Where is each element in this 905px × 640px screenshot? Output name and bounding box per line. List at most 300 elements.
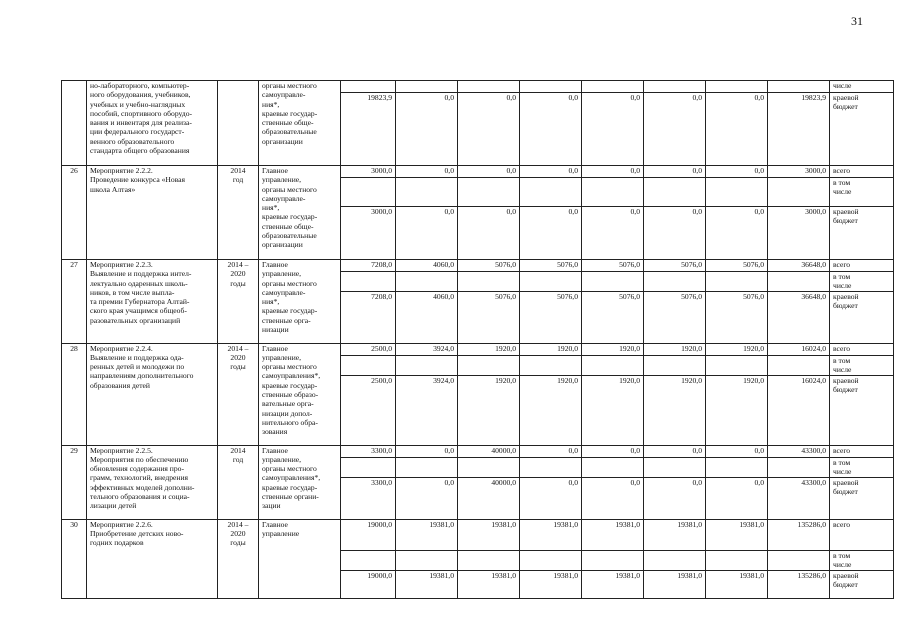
amount-cell-text: 7208,0	[371, 260, 392, 269]
measure-name-cell-text: Мероприятие 2.2.5. Мероприятия по обеспечению обновления содержания про- грамм, технологий, внедрения эффективных моделей дополни- тельного образования и социа- лизации детей	[90, 445, 195, 511]
amount-cell	[458, 570, 520, 598]
measure-name-cell	[87, 81, 218, 166]
amount-cell	[768, 550, 830, 570]
amount-cell	[706, 375, 768, 445]
amount-cell-text: 5076,0	[743, 260, 764, 269]
amount-cell	[341, 81, 396, 93]
amount-cell	[706, 355, 768, 375]
amount-cell	[582, 207, 644, 260]
funding-source-cell	[830, 207, 894, 260]
measure-name-cell-text: Мероприятие 2.2.4. Выявление и поддержка ода- ренных детей и молодежи по направлениям дополнительного образования детей	[90, 343, 194, 390]
years-cell-text: 2014 год	[230, 166, 246, 185]
amount-cell	[706, 291, 768, 343]
amount-cell	[458, 260, 520, 272]
amount-cell-text: 7208,0	[371, 291, 392, 301]
amount-cell	[582, 178, 644, 207]
amount-cell	[644, 93, 706, 166]
executor-cell	[259, 343, 341, 445]
row-number-cell-text: 28	[70, 343, 78, 353]
amount-cell	[520, 375, 582, 445]
amount-cell-text: 19381,0	[739, 570, 764, 580]
amount-cell	[706, 207, 768, 260]
amount-cell-text: 19381,0	[491, 570, 516, 580]
table-row	[62, 166, 894, 178]
amount-cell-text: 1920,0	[495, 375, 516, 385]
amount-cell-text: 4060,0	[433, 260, 454, 269]
amount-cell	[706, 260, 768, 272]
amount-cell	[706, 166, 768, 178]
amount-cell	[644, 343, 706, 355]
amount-cell	[520, 477, 582, 519]
amount-cell-text: 0,0	[754, 445, 764, 455]
amount-cell	[706, 457, 768, 477]
amount-cell	[396, 445, 458, 457]
amount-cell	[582, 166, 644, 178]
amount-cell-text: 1920,0	[495, 343, 516, 353]
funding-source-cell	[830, 178, 894, 207]
years-cell-text: 2014 – 2020 годы	[227, 519, 249, 548]
amount-cell-text: 0,0	[630, 93, 640, 102]
amount-cell-text: 36648,0	[801, 260, 826, 269]
amount-cell	[644, 457, 706, 477]
executor-cell-text: Главное управление, органы местного самоуправле- ния*, краевые государ- ственные орга- низации	[262, 260, 318, 335]
funding-source-cell-text: краевой бюджет	[833, 477, 859, 496]
amount-cell	[520, 355, 582, 375]
amount-cell-text: 0,0	[754, 207, 764, 216]
amount-cell	[644, 178, 706, 207]
amount-cell-text: 0,0	[568, 207, 578, 216]
amount-cell-text: 135286,0	[797, 519, 826, 529]
table-row	[62, 343, 894, 355]
amount-cell-text: 0,0	[692, 207, 702, 216]
amount-cell	[768, 355, 830, 375]
measure-name-cell	[87, 166, 218, 260]
executor-cell-text: Главное управление	[262, 519, 300, 538]
amount-cell	[520, 207, 582, 260]
amount-cell	[396, 550, 458, 570]
funding-source-cell-text: в том числе	[833, 457, 852, 476]
amount-cell	[458, 207, 520, 260]
funding-source-cell-text: всего	[833, 343, 851, 353]
amount-cell-text: 0,0	[444, 166, 454, 175]
amount-cell	[396, 291, 458, 343]
amount-cell	[396, 343, 458, 355]
amount-cell-text: 1920,0	[557, 343, 578, 353]
row-number-cell-text: 26	[70, 166, 78, 175]
amount-cell-text: 43300,0	[801, 477, 826, 487]
measure-name-cell	[87, 343, 218, 445]
funding-source-cell	[830, 445, 894, 457]
amount-cell	[458, 81, 520, 93]
amount-cell-text: 40000,0	[491, 477, 516, 487]
amount-cell	[520, 272, 582, 292]
funding-source-cell-text: краевой бюджет	[833, 207, 859, 226]
amount-cell	[520, 343, 582, 355]
years-cell	[218, 445, 259, 519]
amount-cell-text: 135286,0	[797, 570, 826, 580]
amount-cell	[582, 519, 644, 550]
page-number: 31	[851, 14, 863, 28]
amount-cell	[520, 519, 582, 550]
amount-cell	[520, 81, 582, 93]
amount-cell-text: 1920,0	[681, 343, 702, 353]
amount-cell-text: 3000,0	[371, 207, 392, 216]
amount-cell	[520, 550, 582, 570]
funding-source-cell	[830, 355, 894, 375]
amount-cell-text: 3000,0	[805, 166, 826, 175]
amount-cell	[341, 93, 396, 166]
amount-cell	[458, 178, 520, 207]
amount-cell	[582, 93, 644, 166]
amount-cell-text: 19381,0	[677, 570, 702, 580]
amount-cell-text: 3300,0	[371, 477, 392, 487]
amount-cell-text: 0,0	[630, 477, 640, 487]
amount-cell	[582, 260, 644, 272]
amount-cell	[458, 550, 520, 570]
amount-cell-text: 3924,0	[433, 375, 454, 385]
amount-cell-text: 5076,0	[495, 291, 516, 301]
row-number-cell	[62, 519, 87, 598]
funding-source-cell-text: всего	[833, 445, 851, 455]
funding-source-cell-text: в том числе	[833, 272, 852, 291]
amount-cell	[644, 272, 706, 292]
amount-cell	[768, 291, 830, 343]
amount-cell	[458, 272, 520, 292]
amount-cell-text: 0,0	[630, 166, 640, 175]
amount-cell	[341, 519, 396, 550]
amount-cell-text: 0,0	[568, 93, 578, 102]
funding-source-cell-text: всего	[833, 166, 851, 175]
amount-cell	[396, 477, 458, 519]
years-cell	[218, 81, 259, 166]
amount-cell	[768, 375, 830, 445]
amount-cell-text: 4060,0	[433, 291, 454, 301]
amount-cell	[582, 457, 644, 477]
amount-cell-text: 5076,0	[619, 260, 640, 269]
amount-cell	[768, 343, 830, 355]
funding-source-cell	[830, 272, 894, 292]
amount-cell	[706, 445, 768, 457]
row-number-cell	[62, 81, 87, 166]
amount-cell	[706, 570, 768, 598]
executor-cell-text: Главное управление, органы местного самоуправления*, краевые государ- ственные образо- вательные орга- низации допол- нительного обра- зования	[262, 343, 321, 437]
amount-cell-text: 1920,0	[557, 375, 578, 385]
amount-cell-text: 0,0	[692, 166, 702, 175]
amount-cell	[396, 178, 458, 207]
amount-cell-text: 0,0	[506, 93, 516, 102]
amount-cell-text: 16024,0	[801, 343, 826, 353]
amount-cell	[768, 93, 830, 166]
amount-cell	[520, 178, 582, 207]
amount-cell-text: 40000,0	[491, 445, 516, 455]
years-cell-text: 2014 – 2020 годы	[227, 343, 249, 372]
amount-cell	[644, 445, 706, 457]
amount-cell-text: 36648,0	[801, 291, 826, 301]
amount-cell-text: 0,0	[506, 166, 516, 175]
amount-cell-text: 1920,0	[743, 343, 764, 353]
amount-cell-text: 0,0	[754, 93, 764, 102]
executor-cell	[259, 445, 341, 519]
amount-cell	[644, 477, 706, 519]
amount-cell	[582, 343, 644, 355]
amount-cell-text: 5076,0	[495, 260, 516, 269]
amount-cell	[341, 457, 396, 477]
years-cell-text: 2014 – 2020 годы	[227, 260, 249, 288]
table-row	[62, 519, 894, 550]
amount-cell-text: 19381,0	[677, 519, 702, 529]
amount-cell	[341, 178, 396, 207]
amount-cell-text: 2500,0	[371, 343, 392, 353]
executor-cell-text: органы местного самоуправле- ния*, краевые государ- ственные обще- образовательные организации	[262, 81, 318, 146]
amount-cell-text: 0,0	[630, 207, 640, 216]
amount-cell	[341, 343, 396, 355]
funding-source-cell-text: краевой бюджет	[833, 570, 859, 589]
amount-cell-text: 3300,0	[371, 445, 392, 455]
row-number-cell	[62, 260, 87, 344]
amount-cell-text: 1920,0	[681, 375, 702, 385]
amount-cell	[520, 291, 582, 343]
amount-cell-text: 3000,0	[805, 207, 826, 216]
amount-cell	[768, 457, 830, 477]
amount-cell	[768, 477, 830, 519]
amount-cell	[768, 519, 830, 550]
amount-cell	[458, 291, 520, 343]
amount-cell-text: 0,0	[444, 477, 454, 487]
table-row	[62, 81, 894, 93]
amount-cell	[396, 570, 458, 598]
row-number-cell-text: 30	[70, 519, 78, 529]
amount-cell-text: 19381,0	[553, 519, 578, 529]
amount-cell-text: 19000,0	[367, 570, 392, 580]
amount-cell	[341, 291, 396, 343]
amount-cell-text: 19381,0	[615, 570, 640, 580]
years-cell	[218, 166, 259, 260]
amount-cell	[582, 570, 644, 598]
funding-source-cell	[830, 166, 894, 178]
amount-cell	[520, 93, 582, 166]
amount-cell	[644, 291, 706, 343]
amount-cell	[768, 81, 830, 93]
amount-cell	[458, 166, 520, 178]
amount-cell	[341, 550, 396, 570]
amount-cell-text: 0,0	[444, 93, 454, 102]
amount-cell-text: 0,0	[692, 93, 702, 102]
amount-cell-text: 19381,0	[615, 519, 640, 529]
amount-cell-text: 0,0	[692, 477, 702, 487]
amount-cell	[520, 457, 582, 477]
executor-cell-text: Главное управление, органы местного самоуправления*, краевые государ- ственные органи- зации	[262, 445, 321, 511]
executor-cell	[259, 81, 341, 166]
amount-cell	[458, 457, 520, 477]
amount-cell	[396, 519, 458, 550]
amount-cell	[458, 375, 520, 445]
amount-cell	[644, 570, 706, 598]
amount-cell	[582, 81, 644, 93]
amount-cell-text: 1920,0	[743, 375, 764, 385]
amount-cell	[396, 457, 458, 477]
funding-source-cell	[830, 93, 894, 166]
amount-cell	[582, 477, 644, 519]
amount-cell-text: 0,0	[506, 207, 516, 216]
amount-cell	[520, 570, 582, 598]
amount-cell	[706, 81, 768, 93]
amount-cell-text: 1920,0	[619, 375, 640, 385]
amount-cell	[582, 291, 644, 343]
measure-name-cell-text: Мероприятие 2.2.6. Приобретение детских ново- годних подарков	[90, 519, 184, 548]
amount-cell	[706, 178, 768, 207]
amount-cell	[706, 343, 768, 355]
amount-cell-text: 0,0	[444, 445, 454, 455]
amount-cell	[341, 207, 396, 260]
executor-cell	[259, 260, 341, 344]
amount-cell	[520, 445, 582, 457]
amount-cell	[768, 260, 830, 272]
funding-source-cell-text: краевой бюджет	[833, 291, 859, 310]
funding-source-cell	[830, 457, 894, 477]
years-cell	[218, 343, 259, 445]
amount-cell	[458, 343, 520, 355]
amount-cell	[706, 550, 768, 570]
amount-cell-text: 19823,9	[801, 93, 826, 102]
amount-cell-text: 0,0	[754, 166, 764, 175]
years-cell	[218, 260, 259, 344]
amount-cell-text: 19000,0	[367, 519, 392, 529]
amount-cell-text: 0,0	[754, 477, 764, 487]
funding-source-cell	[830, 550, 894, 570]
amount-cell	[644, 355, 706, 375]
amount-cell-text: 5076,0	[743, 291, 764, 301]
amount-cell	[706, 519, 768, 550]
amount-cell	[644, 375, 706, 445]
amount-cell-text: 3000,0	[371, 166, 392, 175]
funding-source-cell	[830, 519, 894, 550]
program-measures-table	[61, 80, 894, 599]
amount-cell	[706, 93, 768, 166]
amount-cell	[644, 207, 706, 260]
funding-source-cell	[830, 343, 894, 355]
table-row	[62, 260, 894, 272]
amount-cell	[768, 445, 830, 457]
funding-source-cell	[830, 375, 894, 445]
amount-cell-text: 5076,0	[681, 260, 702, 269]
amount-cell-text: 5076,0	[681, 291, 702, 301]
funding-source-cell-text: в том числе	[833, 550, 852, 569]
amount-cell	[768, 207, 830, 260]
amount-cell	[458, 93, 520, 166]
amount-cell-text: 0,0	[692, 445, 702, 455]
row-number-cell-text: 27	[70, 260, 78, 269]
measure-name-cell	[87, 445, 218, 519]
amount-cell-text: 19381,0	[429, 570, 454, 580]
amount-cell-text: 43300,0	[801, 445, 826, 455]
amount-cell	[644, 550, 706, 570]
amount-cell	[396, 355, 458, 375]
funding-source-cell-text: в том числе	[833, 178, 852, 197]
amount-cell	[341, 570, 396, 598]
measure-name-cell-text: Мероприятие 2.2.3. Выявление и поддержка интел- лектуально одаренных школь- ников, в том числе выпла- та премии Губернатора Алтай- ского края учащимся общеоб- разовательных организаций	[90, 260, 192, 325]
amount-cell	[396, 207, 458, 260]
amount-cell-text: 3924,0	[433, 343, 454, 353]
funding-source-cell-text: всего	[833, 519, 851, 529]
amount-cell	[341, 272, 396, 292]
amount-cell-text: 0,0	[630, 445, 640, 455]
amount-cell-text: 5076,0	[557, 291, 578, 301]
amount-cell	[768, 570, 830, 598]
amount-cell	[341, 355, 396, 375]
amount-cell	[396, 272, 458, 292]
amount-cell-text: 19823,9	[367, 93, 392, 102]
executor-cell	[259, 166, 341, 260]
amount-cell	[768, 178, 830, 207]
amount-cell	[458, 477, 520, 519]
amount-cell	[396, 166, 458, 178]
amount-cell	[458, 355, 520, 375]
funding-source-cell-text: краевой бюджет	[833, 375, 859, 394]
amount-cell	[582, 355, 644, 375]
amount-cell	[396, 93, 458, 166]
amount-cell	[706, 477, 768, 519]
amount-cell	[458, 519, 520, 550]
amount-cell	[341, 445, 396, 457]
amount-cell	[396, 260, 458, 272]
funding-source-cell-text: краевой бюджет	[833, 93, 859, 112]
measure-name-cell	[87, 519, 218, 598]
amount-cell-text: 19381,0	[491, 519, 516, 529]
table-row	[62, 445, 894, 457]
amount-cell	[520, 166, 582, 178]
amount-cell	[396, 81, 458, 93]
amount-cell	[644, 519, 706, 550]
amount-cell	[341, 477, 396, 519]
amount-cell	[644, 260, 706, 272]
amount-cell	[582, 550, 644, 570]
row-number-cell	[62, 445, 87, 519]
amount-cell-text: 19381,0	[553, 570, 578, 580]
funding-source-cell	[830, 81, 894, 93]
years-cell-text: 2014 год	[230, 445, 246, 464]
amount-cell	[768, 272, 830, 292]
funding-source-cell	[830, 477, 894, 519]
amount-cell-text: 0,0	[568, 166, 578, 175]
funding-source-cell	[830, 291, 894, 343]
years-cell	[218, 519, 259, 598]
amount-cell	[396, 375, 458, 445]
funding-source-cell-text: в том числе	[833, 355, 852, 374]
funding-source-cell	[830, 260, 894, 272]
measure-name-cell-text: но-лабораторного, компьютер- ного оборудования, учебников, учебных и учебно-наглядных пособий, спортивного оборудо- вания и инвентаря для реализа- ции федерального государст- венного образовательного стандарта общего образования	[90, 81, 193, 156]
funding-source-cell-text: числе	[833, 81, 852, 90]
measure-name-cell-text: Мероприятие 2.2.2. Проведение конкурса «Новая школа Алтая»	[90, 166, 186, 194]
row-number-cell	[62, 166, 87, 260]
amount-cell	[582, 375, 644, 445]
amount-cell	[706, 272, 768, 292]
amount-cell	[644, 166, 706, 178]
amount-cell	[458, 445, 520, 457]
executor-cell-text: Главное управление, органы местного самоуправле- ния*, краевые государ- ственные обще- образовательные организации	[262, 166, 318, 250]
amount-cell-text: 1920,0	[619, 343, 640, 353]
amount-cell	[341, 166, 396, 178]
funding-source-cell-text: всего	[833, 260, 851, 269]
amount-cell-text: 5076,0	[619, 291, 640, 301]
amount-cell-text: 2500,0	[371, 375, 392, 385]
amount-cell	[768, 166, 830, 178]
amount-cell-text: 19381,0	[429, 519, 454, 529]
amount-cell-text: 0,0	[568, 445, 578, 455]
measure-name-cell	[87, 260, 218, 344]
amount-cell	[520, 260, 582, 272]
row-number-cell	[62, 343, 87, 445]
amount-cell	[341, 260, 396, 272]
